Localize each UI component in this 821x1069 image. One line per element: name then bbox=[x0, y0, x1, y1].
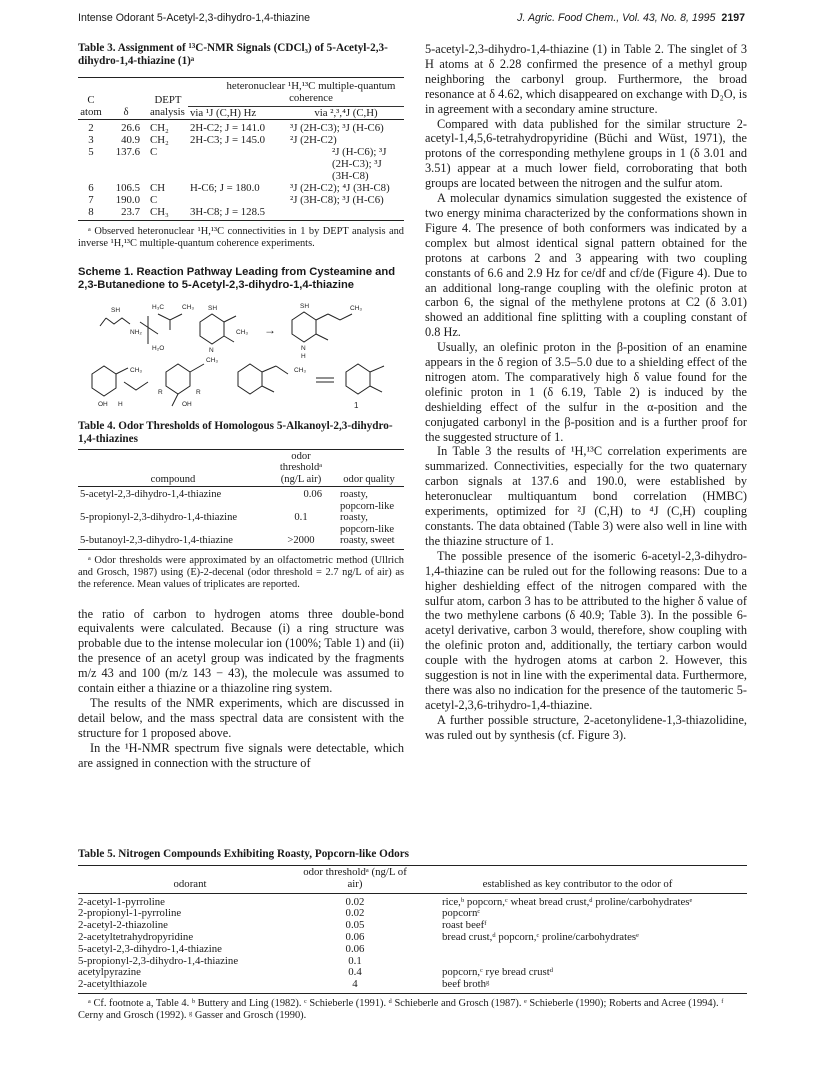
scheme1-title: Scheme 1. Reaction Pathway Leading from Cysteamine and 2,3-Butanedione to 5-Acetyl-2,3-dihydro-1,4-thiazine bbox=[78, 265, 396, 291]
table5-block bbox=[78, 848, 747, 1022]
t5-threshold: 0.06 bbox=[345, 942, 365, 955]
table-row bbox=[78, 512, 404, 535]
table-row bbox=[78, 956, 747, 968]
t5-odorant: 5-acetyl-2,3-dihydro-1,4-thiazine bbox=[78, 942, 222, 955]
table3-footnote: ᵃ Observed heteronuclear ¹H,¹³C connectivities in 1 by DEPT analysis and inverse ¹H,¹³C multiple-quantum coherence experiments. bbox=[78, 225, 404, 249]
table-row bbox=[78, 134, 404, 146]
t5-odorant: 2-acetylthiazole bbox=[78, 978, 147, 991]
t3-atom: 7 bbox=[88, 193, 94, 206]
t3-atom: 8 bbox=[88, 205, 94, 218]
table-row bbox=[78, 182, 404, 194]
scheme-label-n: N bbox=[301, 344, 306, 352]
table3-header-dept: DEPT bbox=[154, 94, 182, 106]
cysteamine-bond bbox=[106, 318, 130, 324]
table3-header-atom: atom bbox=[80, 106, 102, 118]
t4-compound: 5-acetyl-2,3-dihydro-1,4-thiazine bbox=[80, 489, 222, 500]
paragraph: A molecular dynamics simulation suggested the existence of two energy minima characterized by the conformations shown in Figure 4. The presence of both conformers was indicated by a complex but almost identical signal pattern obtained for the protons at carbons 2 and 3 appearing with two coupling constants of 6.6 and 2.9 Hz for ce/df and cf/de (Figure 4). Due to an additional long-range coupling with the olefinic proton at carbon 6, the signal of the methylene protons at C2 (δ 3.01) showed an additional fine splitting with a coupling constant of 0.8 Hz. bbox=[425, 191, 747, 340]
running-head bbox=[78, 12, 745, 28]
table3 bbox=[78, 80, 404, 221]
scheme-label-sh: SH bbox=[300, 302, 310, 310]
t3-atom: 2 bbox=[88, 121, 94, 134]
running-head-journal bbox=[517, 12, 745, 24]
table4-header-quality: odor quality bbox=[343, 473, 395, 485]
t4-threshold: >2000 bbox=[287, 535, 315, 546]
t3-j23: ²J (2H-C2) bbox=[290, 133, 337, 146]
t3-j1: H-C6; J = 180.0 bbox=[190, 181, 260, 194]
t5-contrib: bread crust,ᵈ popcorn,ᶜ proline/carbohydratesᵉ bbox=[442, 930, 639, 943]
t4-quality: roasty, popcorn-like bbox=[340, 512, 395, 535]
table-row bbox=[78, 967, 747, 979]
scheme-label-ch3: CH₃ bbox=[294, 366, 307, 374]
t5-contrib: popcorn,ᶜ rye bread crustᵈ bbox=[442, 966, 554, 979]
t3-j23: ²J (3H-C8); ³J (H-C6) bbox=[290, 193, 384, 206]
t4-compound: 5-butanoyl-2,3-dihydro-1,4-thiazine bbox=[80, 535, 233, 546]
t3-delta: 40.9 bbox=[121, 133, 140, 146]
t5-threshold: 0.4 bbox=[348, 966, 362, 979]
t3-j1: 2H-C3; J = 145.0 bbox=[190, 133, 266, 146]
t3-delta: 106.5 bbox=[115, 181, 140, 194]
t5-odorant: 2-acetyltetrahydropyridine bbox=[78, 930, 194, 943]
t4-quality: roasty, sweet bbox=[340, 535, 395, 546]
paragraph: Compared with data published for the similar structure 2-acetyl-1,4,5,6-tetrahydropyridine (Büchi and Wüst, 1971), the protons of the corresponding methylene groups in 1 (δ 3.01 and 3.51) appear at a much lower field, corroborating that both groups are located between the nitrogen and the sulfur atom. bbox=[425, 116, 747, 191]
table5 bbox=[78, 867, 747, 994]
table-row bbox=[78, 535, 404, 549]
table3-header-via23: via ²,³,⁴J (C,H) bbox=[314, 106, 378, 119]
t3-j1 bbox=[188, 194, 288, 206]
t5-threshold: 0.02 bbox=[345, 895, 365, 908]
table3-header-delta: δ bbox=[123, 106, 129, 118]
cysteamine-chain bbox=[100, 318, 106, 326]
t3-j23: ³J (2H-C3); ³J (H-C6) bbox=[290, 121, 384, 134]
scheme-label-h2o: H₂O bbox=[152, 344, 165, 352]
table4-header-threshold: odor thresholdᵃ (ng/L air) bbox=[279, 450, 323, 485]
table4 bbox=[78, 451, 404, 550]
t3-j1 bbox=[188, 146, 288, 182]
table5-header-odorant: odorant bbox=[173, 877, 207, 890]
table4-caption: Table 4. Odor Thresholds of Homologous 5-Alkanoyl-2,3-dihydro-1,4-thiazines bbox=[78, 419, 393, 445]
t5-contrib: roast beefᶠ bbox=[442, 919, 487, 932]
running-head-title: Intense Odorant 5-Acetyl-2,3-dihydro-1,4-thiazine bbox=[78, 12, 311, 24]
scheme-label-ch3: CH₃ bbox=[130, 366, 143, 374]
paragraph: In the ¹H-NMR spectrum five signals were detectable, which are assigned in connection with the structure of bbox=[78, 740, 404, 770]
t5-odorant: acetylpyrazine bbox=[78, 966, 141, 979]
t3-delta: 137.6 bbox=[115, 145, 140, 158]
paragraph: 5-acetyl-2,3-dihydro-1,4-thiazine (1) in Table 2. The singlet of 3 H atoms at δ 2.28 confirmed the presence of a methyl group neighboring the carbonyl group. Furthermore, the broad resonance at δ 4.62, which disappeared on exchange with D₂O, is in agreement with a secondary amine structure. bbox=[425, 42, 747, 116]
table-row bbox=[78, 908, 747, 920]
t3-atom: 5 bbox=[88, 145, 94, 158]
table3-header-via1: via ¹J (C,H) Hz bbox=[190, 106, 257, 119]
scheme-label-h3c: H₃C bbox=[152, 303, 165, 311]
t5-threshold: 0.06 bbox=[345, 930, 365, 943]
paragraph: A further possible structure, 2-acetonylidene-1,3-thiazolidine, was ruled out by synthesis (cf. Figure 3). bbox=[425, 712, 747, 742]
t5-contrib bbox=[408, 944, 747, 956]
t5-contrib: beef brothᵍ bbox=[442, 978, 490, 991]
table-row bbox=[78, 146, 404, 182]
scheme-label-h: H bbox=[118, 400, 123, 408]
table-row bbox=[78, 487, 404, 513]
scheme-label-oh: OH bbox=[98, 400, 108, 408]
t3-atom: 6 bbox=[88, 181, 94, 194]
journal-citation: J. Agric. Food Chem., Vol. 43, No. 8, 1995 bbox=[517, 12, 716, 24]
t3-j23: ³J (2H-C2); ⁴J (3H-C8) bbox=[290, 181, 390, 194]
table5-footnote: ᵃ Cf. footnote a, Table 4. ᵇ Buttery and Ling (1982). ᶜ Schieberle (1991). ᵈ Schieberle and Grosch (1987). ᵉ Schieberle (1990); Roberts and Acree (1994). ᶠ Cerny and Grosch (1992). ᵍ Gasser and Grosch (1990). bbox=[78, 997, 724, 1021]
t5-contrib: popcornᶜ bbox=[442, 907, 481, 920]
table5-header-threshold: odor thresholdᵃ (ng/L of air) bbox=[303, 866, 407, 890]
table5-caption: Table 5. Nitrogen Compounds Exhibiting Roasty, Popcorn-like Odors bbox=[78, 848, 410, 860]
t3-j23 bbox=[288, 206, 404, 221]
t3-atom: 3 bbox=[88, 133, 94, 146]
table4-header-compound: compound bbox=[150, 473, 196, 485]
t5-threshold: 0.05 bbox=[345, 919, 365, 932]
left-column bbox=[78, 42, 404, 770]
t3-delta: 26.6 bbox=[121, 121, 140, 134]
table-row bbox=[78, 944, 747, 956]
t3-dept: C bbox=[150, 145, 158, 158]
t3-dept: C bbox=[150, 193, 158, 206]
table5-header-contrib: established as key contributor to the odor of bbox=[482, 877, 673, 890]
t4-threshold: 0.1 bbox=[294, 512, 308, 523]
t5-threshold: 0.02 bbox=[345, 907, 365, 920]
t4-threshold: 0.06 bbox=[303, 489, 322, 500]
table-row bbox=[78, 932, 747, 944]
t3-delta: 190.0 bbox=[115, 193, 140, 206]
table-row bbox=[78, 206, 404, 221]
table-row bbox=[78, 119, 404, 134]
scheme-label-n: N bbox=[209, 346, 214, 354]
t3-dept: CH₂ bbox=[150, 133, 169, 146]
t3-dept: CH₃ bbox=[150, 205, 169, 218]
scheme-label-nh2: NH₂ bbox=[130, 328, 142, 336]
t3-j1: 2H-C2; J = 141.0 bbox=[190, 121, 266, 134]
scheme-label-r: R bbox=[158, 388, 163, 396]
table-row bbox=[78, 893, 747, 908]
t5-odorant: 5-propionyl-2,3-dihydro-1,4-thiazine bbox=[78, 954, 239, 967]
t5-threshold: 0.1 bbox=[348, 954, 362, 967]
table4-footnote: ᵃ Odor thresholds were approximated by an olfactometric method (Ullrich and Grosch, 1987) using (E)-2-decenal (odor threshold = 2.7 ng/L of air) as the reference. Mean values of triplicates are reported. bbox=[78, 554, 404, 590]
t5-odorant: 2-acetyl-1-pyrroline bbox=[78, 895, 165, 908]
paragraph: the ratio of carbon to hydrogen atoms three double-bond equivalents were calculated. Because (i) a ring structure was probable due to the intense molecular ion (100%; Table 1) and (ii) the presence of an acetyl group was indicated by the fragments m/z 43 and 100 (m/z 143 − 43), the molecule was assumed to contain either a thiazine or a thiazoline ring system. bbox=[78, 606, 404, 696]
t5-contrib: rice,ᵇ popcorn,ᶜ wheat bread crust,ᵈ proline/carbohydratesᵉ bbox=[442, 895, 693, 908]
t4-quality: roasty, popcorn-like bbox=[340, 489, 395, 512]
paragraph: Usually, an olefinic proton in the β-position of an enamine appears in the δ region of 3.5–5.0 due to a shielding effect of the nitrogen atom. The comparatively high δ value found for the olefinic proton in 1 (δ 6.19, Table 2) is induced by the deshielding effect of the sulfur in the α-position and the conjugated carbonyl in the β-position and is a further proof for the suggested structure of 1. bbox=[425, 340, 747, 444]
scheme-label-ch3: CH₃ bbox=[236, 328, 249, 336]
t3-dept: CH bbox=[150, 181, 165, 194]
table-row bbox=[78, 979, 747, 993]
table3-header-analysis: analysis bbox=[150, 106, 185, 118]
scheme-label-ch3: CH₃ bbox=[182, 303, 195, 311]
table3-caption: Table 3. Assignment of ¹³C-NMR Signals (CDCl₃) of 5-Acetyl-2,3-dihydro-1,4-thiazine (1)ᵃ bbox=[78, 42, 388, 67]
scheme-label-ch3: CH₃ bbox=[350, 304, 363, 312]
table-row bbox=[78, 194, 404, 206]
scheme-label-r: R bbox=[196, 388, 201, 396]
scheme-label-sh: SH bbox=[208, 304, 218, 312]
t5-odorant: 2-propionyl-1-pyrroline bbox=[78, 907, 182, 920]
scheme-arrow: → bbox=[264, 322, 276, 337]
scheme-label-oh: OH bbox=[182, 400, 192, 408]
scheme-label-ch3: CH₃ bbox=[206, 356, 219, 364]
compound-number: 1 bbox=[354, 400, 359, 410]
t3-j1: 3H-C8; J = 128.5 bbox=[190, 205, 266, 218]
t4-compound: 5-propionyl-2,3-dihydro-1,4-thiazine bbox=[80, 512, 238, 523]
scheme-label-h: H bbox=[301, 352, 306, 360]
left-body-text bbox=[78, 607, 404, 771]
t3-delta: 23.7 bbox=[121, 205, 140, 218]
t3-dept: CH₂ bbox=[150, 121, 169, 134]
table3-header-group: heteronuclear ¹H,¹³C multiple-quantum coherence bbox=[188, 80, 404, 106]
table3-header-c: C bbox=[87, 94, 95, 106]
t5-threshold: 4 bbox=[352, 978, 358, 991]
scheme1-diagram bbox=[78, 294, 404, 414]
page-number: 2197 bbox=[721, 12, 745, 24]
scheme-label-sh: SH bbox=[111, 306, 121, 314]
right-column bbox=[425, 42, 747, 743]
t3-j23: ²J (H-C6); ³J (2H-C3); ³J (3H-C8) bbox=[332, 145, 387, 182]
paragraph: The possible presence of the isomeric 6-acetyl-2,3-dihydro-1,4-thiazine can be ruled out for the following reasons: Due to a higher deshielding effect of the nitrogen compared with the sulfur atom, carbon 3 has to be attributed to the higher δ value of the two methylene carbons (δ 40.9; Table 3). In the possible 6-acetyl derivative, carbon 3 would, therefore, show coupling with the olefinic proton and, additionally, the tertiary carbon would couple with the hydrogen atoms at carbon 2. However, this suggestion is not in line with the experimental data. Furthermore, there was also no indication for the presence of the tautomeric 5-acetyl-2,3,6-trihydro-1,4-thiazine. bbox=[425, 548, 747, 712]
paragraph: In Table 3 the results of ¹H,¹³C correlation experiments are summarized. Connectivities, especially for the two quaternary carbon signals at 137.6 and 190.0, were established by heteronuclear multiquantum bond correlation (HMBC) experiments, optimized for ²J (C,H) to ⁴J (C,H) coupling constants. The data obtained (Table 3) were also well in line with the thiazine structure of 1. bbox=[425, 444, 747, 548]
t5-odorant: 2-acetyl-2-thiazoline bbox=[78, 919, 168, 932]
paragraph: The results of the NMR experiments, which are discussed in detail below, and the mass spectral data are consistent with the structure for 1 proposed above. bbox=[78, 695, 404, 740]
